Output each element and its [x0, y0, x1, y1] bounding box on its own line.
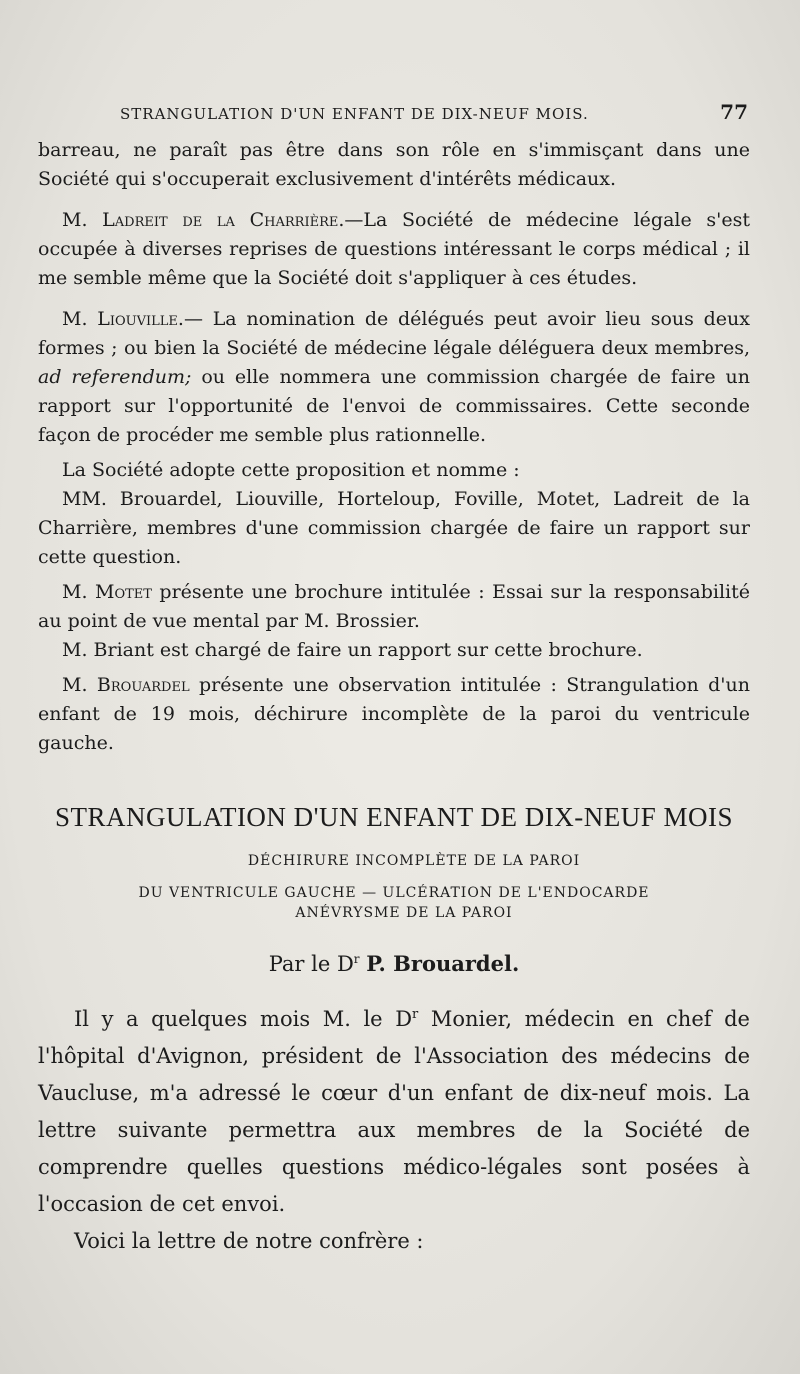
- paragraph-continuation: barreau, ne paraît pas être dans son rôle en s'immisçant dans une Société qui s'occuperait exclusivement d'intérêts médicaux.: [38, 139, 750, 190]
- paragraph-ladreit: M. Ladreit de la Charrière.—La Société de médecine légale s'est occupée à diverses reprises de questions intéressant le corps médical ; il me semble même que la Société doit s'appliquer à ces études.: [38, 209, 750, 289]
- paragraph-brouardel: M. Brouardel présente une observation intitulée : Strangulation d'un enfant de 19 mois, déchirure incomplète de la paroi du ventricule gauche.: [38, 674, 751, 754]
- italic-phrase: ad referendum;: [38, 366, 192, 388]
- article-subtitle: DU VENTRICULE GAUCHE — ULCÉRATION DE L'ENDOCARDE: [138, 885, 650, 901]
- article-body: [38, 996, 750, 1260]
- paragraph-briant: M. Briant est chargé de faire un rapport sur cette brochure.: [62, 639, 643, 661]
- author-byline: Par le $D^r$ P. Brouardel.: [268, 951, 520, 976]
- author-name: P. Brouardel.: [366, 951, 520, 976]
- speaker-name: Motet: [94, 581, 152, 603]
- running-head: [120, 100, 748, 124]
- article-paragraph: Il y a quelques mois M. le $D^r$ Monier, médecin en chef de l'hôpital d'Avignon, président de l'Association des médecins de Vaucluse, m'a adressé le cœur d'un enfant de dix-neuf mois. La lettre suivante permettra aux membres de la Société de comprendre quelles questions médico-légales sont posées à l'occasion de cet envoi.: [38, 1007, 750, 1216]
- page-number: 77: [720, 100, 748, 124]
- article-subtitle: DÉCHIRURE INCOMPLÈTE DE LA PAROI: [247, 853, 581, 869]
- speaker-name: M. Liouville.: [62, 308, 184, 330]
- article-subtitle: ANÉVRYSME DE LA PAROI: [295, 905, 513, 921]
- paragraph-liouville: M. Liouville.— La nomination de délégués peut avoir lieu sous deux formes ; ou bien la Société de médecine légale déléguera deux membres, ad referendum; ou elle nommera une commission chargée de faire un rapport sur l'opportunité de l'envoi de commissaires. Cette seconde façon de procéder me semble plus rationnelle.: [38, 308, 751, 446]
- speaker-name: Brouardel: [96, 674, 190, 696]
- page-body: [38, 136, 750, 1260]
- article-paragraph: Voici la lettre de notre confrère :: [74, 1229, 424, 1253]
- paragraph-adoption: La Société adopte cette proposition et nomme :: [62, 459, 520, 481]
- paragraph-commission: MM. Brouardel, Liouville, Horteloup, Foville, Motet, Ladreit de la Charrière, membres d'une commission chargée de faire un rapport sur cette question.: [38, 488, 750, 568]
- paragraph-motet: M. Motet présente une brochure intitulée : Essai sur la responsabilité au point de vue mental par M. Brossier.: [38, 581, 751, 632]
- running-head-title: STRANGULATION D'UN ENFANT DE DIX-NEUF MOIS.: [120, 105, 589, 123]
- article-title: STRANGULATION D'UN ENFANT DE DIX-NEUF MOIS: [54, 802, 734, 832]
- speaker-name: M. Ladreit de la Charrière.: [62, 209, 345, 231]
